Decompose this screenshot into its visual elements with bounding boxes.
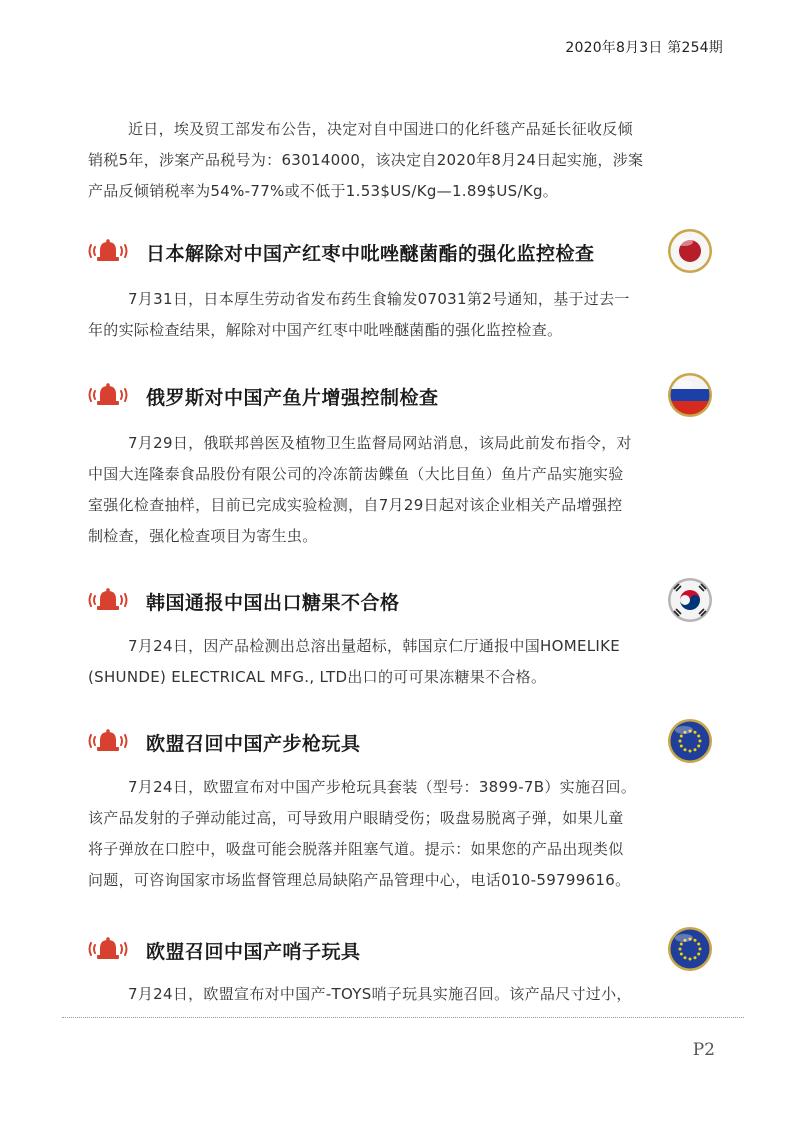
section-heading — [88, 926, 713, 972]
paragraph-line: 7月29日，俄联邦兽医及植物卫生监督局网站消息，该局此前发布指令，对 — [128, 434, 632, 452]
paragraph-line: 中国大连隆泰食品股份有限公司的冷冻箭齿鲽鱼（大比目鱼）鱼片产品实施实验 — [88, 465, 624, 483]
alarm-bell-icon — [88, 237, 128, 263]
russia-flag-icon — [667, 372, 713, 418]
section-paragraph — [88, 631, 718, 693]
intro-paragraph — [88, 114, 718, 207]
alarm-bell-icon — [88, 727, 128, 753]
section-title: 欧盟召回中国产步枪玩具 — [146, 733, 361, 755]
section-heading — [88, 372, 713, 418]
section-title: 俄罗斯对中国产鱼片增强控制检查 — [146, 387, 439, 409]
alarm-bell-icon — [88, 586, 128, 612]
paragraph-line: 该产品发射的子弹动能过高，可导致用户眼睛受伤；吸盘易脱离子弹，如果儿童 — [88, 809, 624, 827]
eu-flag-icon — [667, 926, 713, 972]
paragraph-line: 问题，可咨询国家市场监督管理总局缺陷产品管理中心，电话010-59799616。 — [88, 871, 631, 889]
korea-flag-icon — [667, 577, 713, 623]
paragraph-line: 室强化检查抽样，目前已完成实验检测，自7月29日起对该企业相关产品增强控 — [88, 496, 623, 514]
eu-flag-icon — [667, 718, 713, 764]
paragraph-line: 制检查，强化检查项目为寄生虫。 — [88, 527, 318, 545]
section-title: 欧盟召回中国产哨子玩具 — [146, 941, 361, 963]
section-paragraph — [88, 284, 718, 346]
section-heading — [88, 228, 713, 274]
intro-line: 近日，埃及贸工部发布公告，决定对自中国进口的化纤毯产品延长征收反倾 — [128, 120, 633, 138]
japan-flag-icon — [667, 228, 713, 274]
paragraph-line: 将子弹放在口腔中，吸盘可能会脱落并阻塞气道。提示：如果您的产品出现类似 — [88, 840, 624, 858]
intro-line: 产品反倾销税率为54%-77%或不低于1.53$US/Kg—1.89$US/Kg。 — [88, 182, 559, 200]
alarm-bell-icon — [88, 381, 128, 407]
section-heading — [88, 577, 713, 623]
section-title: 韩国通报中国出口糖果不合格 — [146, 592, 400, 614]
footer-divider — [62, 1017, 744, 1018]
paragraph-line: 7月24日，因产品检测出总溶出量超标，韩国京仁厅通报中国HOMELIKE — [128, 637, 621, 655]
paragraph-line: (SHUNDE) ELECTRICAL MFG., LTD出口的可可果冻糖果不合格。 — [88, 668, 547, 686]
paragraph-line: 7月31日，日本厚生劳动省发布药生食输发07031第2号通知，基于过去一 — [128, 290, 630, 308]
section-paragraph — [88, 428, 718, 552]
section-paragraph — [88, 979, 718, 1010]
page-number: P2 — [692, 1040, 715, 1060]
section-paragraph — [88, 772, 718, 896]
alarm-bell-icon — [88, 935, 128, 961]
issue-date: 2020年8月3日 第254期 — [565, 40, 723, 56]
paragraph-line: 7月24日，欧盟宣布对中国产步枪玩具套装（型号：3899-7B）实施召回。 — [128, 778, 637, 796]
paragraph-line: 7月24日，欧盟宣布对中国产-TOYS哨子玩具实施召回。该产品尺寸过小， — [128, 985, 632, 1003]
section-title: 日本解除对中国产红枣中吡唑醚菌酯的强化监控检查 — [146, 243, 595, 265]
paragraph-line: 年的实际检查结果，解除对中国产红枣中吡唑醚菌酯的强化监控检查。 — [88, 321, 563, 339]
section-heading — [88, 718, 713, 764]
intro-line: 销税5年，涉案产品税号为：63014000，该决定自2020年8月24日起实施，涉案 — [88, 151, 644, 169]
